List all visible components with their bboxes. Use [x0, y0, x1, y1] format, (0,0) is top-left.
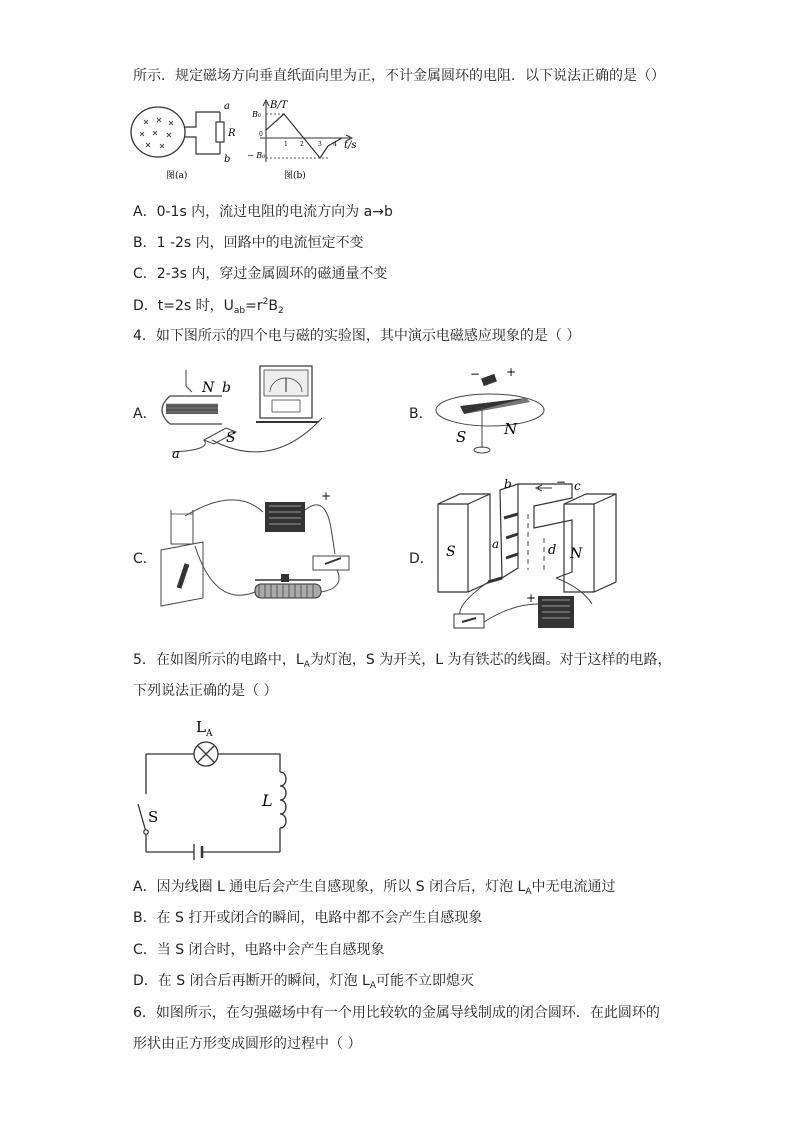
q3-intro: 所示．规定磁场方向垂直纸面向里为正，不计金属圆环的电阻．以下说法正确的是（） [133, 68, 665, 84]
fig-a-N: N [202, 380, 215, 396]
axis-y-label: B/T [270, 100, 288, 111]
tick-3: 3 [318, 141, 322, 148]
q5-option-b: B．在 S 打开或闭合的瞬间，电路中都不会产生自感现象 [133, 910, 483, 926]
q3-option-a: A．0-1s 内，流过电阻的电流方向为 a→b [133, 204, 393, 220]
q3-option-d: D．t=2s 时，$U_{ab}=r^2B_2$ [133, 297, 284, 316]
q5-option-a: A．因为线圈 L 通电后会产生自感现象，所以 S 闭合后，灯泡 $L_A$中无电流通过 [133, 879, 616, 897]
fig-a-S: S [226, 430, 236, 446]
q5-stem: 5．在如图所示的电路中，$L_A$为灯泡，S 为开关，L 为有铁芯的线圈。对于这样的电路， [133, 652, 672, 670]
caption-a: 图(a) [166, 171, 188, 181]
coil-label: L [262, 791, 273, 810]
fig-d-c: c [574, 479, 581, 493]
q4-stem: 4．如下图所示的四个电与磁的实验图，其中演示电磁感应现象的是（ ） [133, 328, 581, 344]
q5-stem-line2: 下列说法正确的是（ ） [133, 683, 278, 699]
q5-option-d: D．在 S 闭合后再断开的瞬间，灯泡 $L_A$可能不立即熄灭 [133, 973, 474, 991]
q4-label-d: D． [409, 551, 434, 567]
q4-figure-b [430, 362, 566, 458]
q4-label-b: B． [409, 406, 433, 422]
tick-4: 4 [333, 141, 337, 148]
caption-b: 图(b) [284, 171, 306, 181]
label-R: R [228, 128, 236, 139]
fig-d-N: N [570, 546, 583, 562]
origin-label: 0 [259, 131, 263, 138]
q4-figure-a [152, 362, 328, 460]
q6-stem-line2: 形状由正方形变成圆形的过程中（ ） [133, 1036, 362, 1052]
q4-label-a: A． [133, 406, 157, 422]
label-a: a [224, 101, 230, 112]
fig-b-S: S [456, 428, 467, 446]
q6-stem-line1: 6．如图所示，在匀强磁场中有一个用比较软的金属导线制成的闭合圆环．在此圆环的 [133, 1005, 660, 1021]
q3-option-b: B．1 -2s 内，回路中的电流恒定不变 [133, 235, 364, 251]
q3-option-c: C．2-3s 内，穿过金属圆环的磁通量不变 [133, 266, 388, 282]
fig-d-S: S [446, 544, 456, 560]
q5-option-c: C．当 S 闭合时，电路中会产生自感现象 [133, 942, 385, 958]
fig-b-N: N [504, 420, 518, 438]
fig-d-d: d [548, 543, 557, 558]
fig-d-plus: + [526, 591, 537, 605]
tick-2: 2 [300, 141, 304, 148]
switch-label: S [148, 808, 159, 826]
q5-circuit [130, 712, 300, 862]
axis-x-label: t/s [344, 140, 357, 151]
b0-label: B₀ [252, 110, 262, 119]
q4-figure-c [155, 488, 359, 612]
q4-figure-d [432, 478, 618, 638]
fig-b-plus: + [506, 365, 517, 379]
tick-1: 1 [284, 141, 288, 148]
neg-b0-label: − B₀ [247, 151, 266, 160]
fig-d-a: a [492, 537, 500, 551]
fig-a-a: a [172, 447, 180, 460]
fig-b-minus: − [470, 367, 481, 381]
fig-a-b: b [222, 380, 231, 396]
fig-d-minus: − [556, 478, 567, 489]
fig-c-plus: + [321, 489, 332, 503]
label-b: b [224, 154, 231, 165]
fig-d-b: b [504, 478, 512, 491]
q4-label-c: C． [133, 551, 157, 567]
q3-figure [128, 96, 368, 188]
lamp-label: $L_A$ [196, 718, 213, 739]
